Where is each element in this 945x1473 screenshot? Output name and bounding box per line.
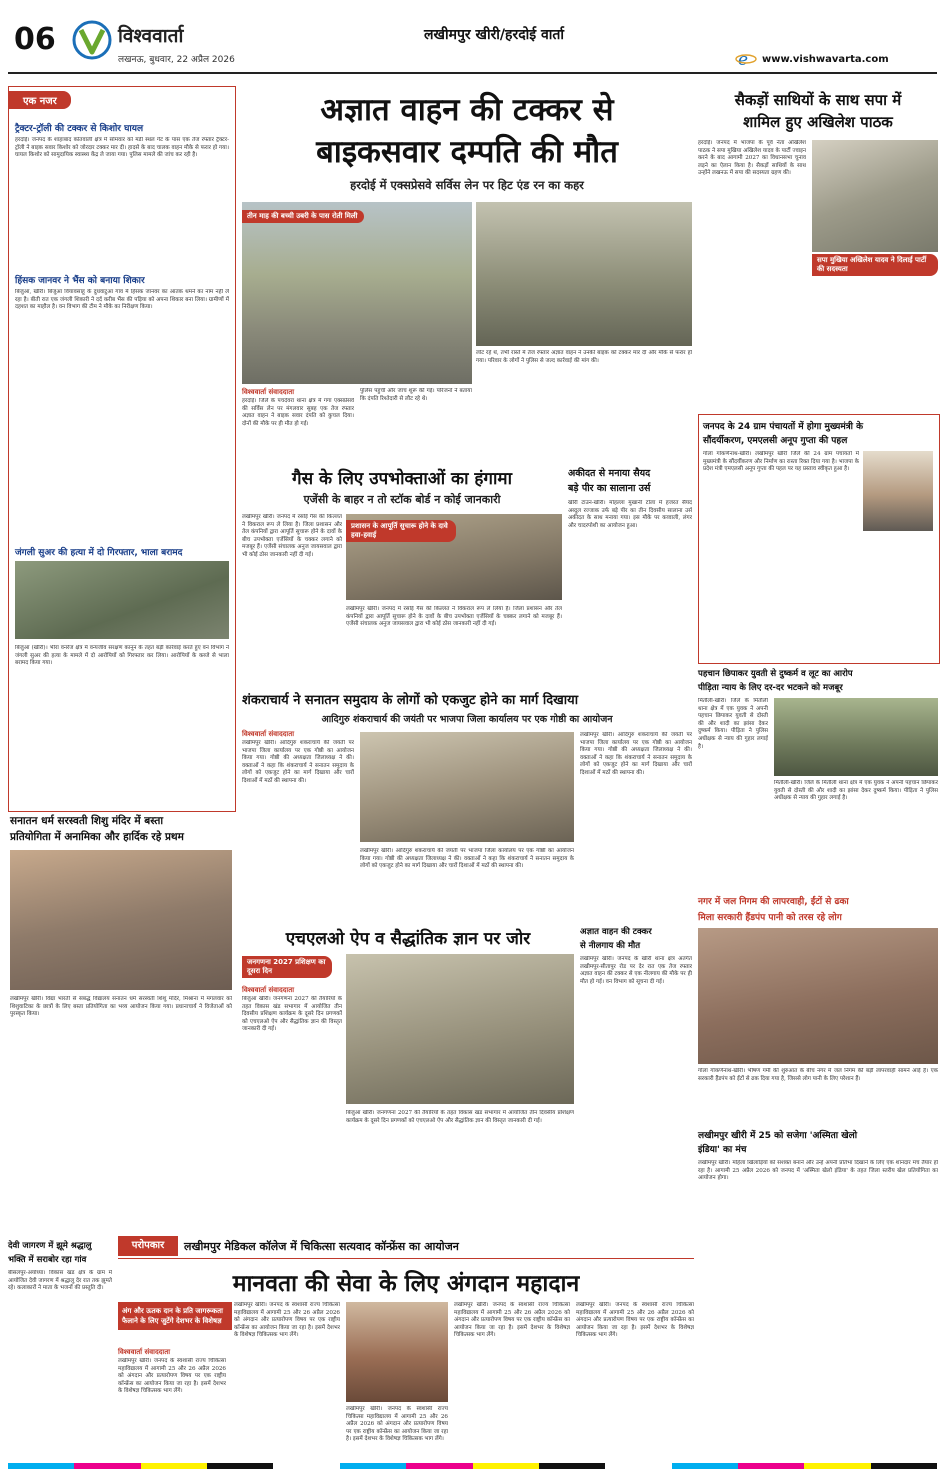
story-body: लखीमपुर खीरी। जनपद में रसोई गैस की किल्लत ने विकराल रूप ले लिया है। जिला प्रशासन और तेल कंपनियों द्वारा आपूर्ति सुचारू होने के दावों के बीच उपभोक्ता एजेंसियों के चक्कर लगाने को मजबूर हैं। एजेंसी संचालक अनुज जायसवाल द्वारा भी कोई ठोस जानकारी नहीं दी गई।: [242, 514, 342, 558]
headline: भक्ति में सराबोर रहा गांव: [8, 1255, 87, 1265]
headline: लखीमपुर खीरी में 25 को सजेगा 'अस्मिता खेलो: [698, 1131, 858, 1141]
byline: विश्ववार्ता संवाददाता: [242, 986, 295, 994]
headline: शामिल हुए अखिलेश पाठक: [743, 113, 893, 131]
story-body: हरदोई। जनपद में भाजपा के पूर्व नेता अखिलेश पाठक ने सपा मुखिया अखिलेश यादव के पार्टी ज्वाइन करने के बाद आगामी 2027 का विधानसभा चुनाव लड़ने का ऐलान किया है। सैकड़ों साथियों के साथ उन्होंने लखनऊ में सपा की सदस्यता ग्रहण की।: [698, 140, 806, 177]
akhilesh-story: [698, 86, 938, 412]
photo-caption: सपा मुखिया अखिलेश यादव ने दिलाई पार्टी की सदस्यता: [812, 254, 938, 276]
shankaracharya-story: [242, 688, 692, 920]
hlo-story: [242, 924, 574, 1230]
headline: बड़े पीर का सालाना उर्स: [568, 483, 651, 494]
page-number: 06: [14, 22, 56, 57]
headline: अकीदत से मनाया सैयद: [568, 468, 651, 479]
headline: नगर में जल निगम की लापरवाही, ईंटों से ढका: [698, 897, 849, 907]
side-caption: अंग और ऊतक दान के प्रति जागरूकता फैलाने के लिए जुटेंगे देशभर के विशेषज्ञ: [118, 1302, 232, 1330]
mlc-portrait-photo: [863, 451, 933, 531]
akhilesh-photo: [812, 140, 938, 252]
story-body: लखीमपुर खीरी। आदिगुरु शंकराचार्य की जयंती पर भाजपा जिला कार्यालय पर एक गोष्ठी का आयोजन किया गया। गोष्ठी की अध्यक्षता जिलाध्यक्ष ने की। वक्ताओं ने कहा कि शंकराचार्य ने सनातन समुदाय के लोगों को एकजुट होने का मार्ग दिखाया और चारों दिशाओं में मठों की स्थापना की।: [360, 848, 574, 870]
story-body: बीसलपुर-अयोध्या। विकास खंड क्षेत्र के ग्राम में आयोजित देवी जागरण में श्रद्धालु देर रात तक झूमते रहे। कलाकारों ने माता के भजनों की प्रस्तुति दी।: [8, 1270, 112, 1292]
paropkar-section: [118, 1236, 694, 1460]
story-body: लखीमपुर खीरी। जनपद के स्वशासी राज्य चिकित्सा महाविद्यालय में आगामी 25 और 26 अप्रैल 2026 को अंगदान और प्रत्यारोपण विषय पर एक राष्ट्रीय कॉन्फ्रेंस का आयोजन किया जा रहा है। इसमें देशभर के विशेषज्ञ चिकित्सक भाग लेंगे।: [118, 1358, 226, 1395]
globe-e-icon: [735, 50, 757, 68]
story-body: मितौली-खीरी। जिले के मितौली थाना क्षेत्र में एक युवक ने अपनी पहचान छिपाकर युवती से दोस्ती की और शादी का झांसा देकर दुष्कर्म किया। पीड़िता ने पुलिस अधीक्षक से न्याय की गुहार लगाई है।: [698, 698, 768, 750]
paropkar-label: परोपकार: [118, 1236, 178, 1256]
bjp-meeting-photo: [360, 732, 574, 842]
handpump-photo: [698, 928, 938, 1064]
dateline: लखनऊ, बुधवार, 22 अप्रैल 2026: [118, 55, 235, 65]
lead-story: [242, 86, 692, 462]
story-body: लखीमपुर खीरी। आदिगुरु शंकराचार्य की जयंती पर भाजपा जिला कार्यालय पर एक गोष्ठी का आयोजन किया गया। गोष्ठी की अध्यक्षता जिलाध्यक्ष ने की। वक्ताओं ने कहा कि शंकराचार्य ने सनातन समुदाय के लोगों को एकजुट होने का मार्ग दिखाया और चारों दिशाओं में मठों की स्थापना की।: [580, 732, 692, 776]
story-body: गोला गोकर्णनाथ-खीरी। भीषण गर्मी की शुरुआत के बीच नगर में जल निगम की बड़ी लापरवाही सामने आई है। एक सरकारी हैंडपंप को ईंटों से ढक दिया गया है, जिससे लोग पानी के लिए परेशान हैं।: [698, 1068, 938, 1082]
banner: लखीमपुर मेडिकल कॉलेज में चिकित्सा सत्यवाद कॉन्फ्रेंस का आयोजन: [184, 1240, 459, 1253]
story-body: लखीमपुर खीरी। महिला खिलाड़ियों को सशक्त बनाने और उन्हें अपनी प्रतिभा दिखाने के लिए एक शानदार मंच तैयार हो रहा है। आगामी 25 अप्रैल 2026 को जनपद में 'अस्मिता खेलो इंडिया' के तहत जिला स्तरीय खेल प्रतियोगिता का आयोजन होगा।: [698, 1160, 938, 1182]
headline: मिला सरकारी हैंडपंप पानी को तरस रहे लोग: [698, 913, 842, 923]
lead-headline: बाइकसवार दम्पति की मौत: [316, 134, 618, 170]
sayyed-story: [568, 464, 692, 684]
story-body: बिजुआ खीरी। जनगणना 2027 की तैयारियों के तहत विकास खंड सभागार में आयोजित तीन दिवसीय प्रशिक्षण कार्यक्रम के दूसरे दिन प्रगणकों को एचएलओ ऐप और सैद्धांतिक ज्ञान की विस्तृत जानकारी दी गई।: [346, 1110, 574, 1124]
subhead: आदिगुरु शंकराचार्य की जयंती पर भाजपा जिला कार्यालय पर एक गोष्ठी का आयोजन: [321, 714, 613, 725]
headline: शंकराचार्य ने सनातन समुदाय के लोगों को एकजुट होने का मार्ग दिखाया: [242, 693, 579, 708]
headline: पीड़िता न्याय के लिए दर-दर भटकने को मजबूर: [698, 683, 843, 693]
header-rule: [8, 72, 937, 74]
brand-logo-icon: [72, 20, 112, 60]
gas-story: [242, 464, 562, 684]
headline: जनपद के 24 ग्राम पंचायतों में होगा मुख्यमंत्री के: [703, 422, 864, 432]
story-body: लोट रहे थे, तभी रास्ते में तेज रफ्तार अज्ञात वाहन ने उनकी बाइक को टक्कर मार दी और मौके से फरार हो गया। परिवार के लोगों ने पुलिस से जल्द कार्रवाई की मांग की।: [476, 350, 692, 364]
story-body: बिजुआ खीरी। जनगणना 2027 की तैयारियों के तहत विकास खंड सभागार में आयोजित तीन दिवसीय प्रशिक्षण कार्यक्रम के दूसरे दिन प्रगणकों को एचएलओ ऐप और सैद्धांतिक ज्ञान की विस्तृत जानकारी दी गई।: [242, 996, 342, 1033]
byline: विश्ववार्ता संवाददाता: [242, 388, 295, 396]
story-body: बिजुआ, खीरी। बिजुआ वियावसाहू के दुधवाटुआ गांव में हिंसक जानवर का आतंक थमने का नाम नहीं ले रहा है। बीती रात एक जंगली शिकारी ने दर्द करीब भैंस की पड़िया को अपना शिकार बना लिया। ग्रामीणों में दहशत का माहौल है। वन विभाग की टीम ने मौके का निरीक्षण किया।: [15, 289, 229, 311]
headline: एचएलओ ऐप व सैद्धांतिक ज्ञान पर जोर: [285, 929, 531, 949]
photo-caption: जनगणना 2027 प्रशिक्षण का दूसरा दिन: [242, 956, 332, 978]
banner-rule: [118, 1258, 694, 1259]
headline: मानवता की सेवा के लिए अंगदान महादान: [232, 1271, 580, 1297]
headline: पहचान छिपाकर युवती से दुष्कर्म व लूट का आरोप: [698, 669, 853, 679]
forest-arrest-photo: [15, 561, 229, 639]
website-link[interactable]: www.vishwavarta.com: [762, 54, 889, 65]
story-body: लखीमपुर खीरी। जनपद के स्वशासी राज्य चिकित्सा महाविद्यालय में आगामी 25 और 26 अप्रैल 2026 को अंगदान और प्रत्यारोपण विषय पर एक राष्ट्रीय कॉन्फ्रेंस का आयोजन किया जा रहा है। इसमें देशभर के विशेषज्ञ चिकित्सक भाग लेंगे।: [454, 1302, 570, 1339]
section-title: लखीमपुर खीरी/हरदोई वार्ता: [424, 27, 565, 43]
students-photo: [10, 850, 232, 990]
story-body: लखीमपुर खीरी। जनपद में रसोई गैस की किल्लत ने विकराल रूप ले लिया है। जिला प्रशासन और तेल कंपनियों द्वारा आपूर्ति सुचारू होने के दावों के बीच उपभोक्ता एजेंसियों के चक्कर लगाने को मजबूर हैं। एजेंसी संचालक अनुज जायसवाल द्वारा भी कोई ठोस जानकारी नहीं दी गई।: [346, 606, 562, 628]
headline: सैकड़ों साथियों के साथ सपा में: [734, 91, 902, 109]
story-body: लखीमपुर खीरी। जनपद के स्वशासी राज्य चिकित्सा महाविद्यालय में आगामी 25 और 26 अप्रैल 2026 को अंगदान और प्रत्यारोपण विषय पर एक राष्ट्रीय कॉन्फ्रेंस का आयोजन किया जा रहा है। इसमें देशभर के विशेषज्ञ चिकित्सक भाग लेंगे।: [346, 1406, 448, 1443]
subhead: एजेंसी के बाहर न तो स्टॉक बोर्ड न कोई जानकारी: [303, 493, 501, 506]
lead-headline: अज्ञात वाहन की टक्कर से: [320, 92, 614, 128]
story-body: मितौली-खीरी। जिले के मितौली थाना क्षेत्र में एक युवक ने अपनी पहचान छिपाकर युवती से दोस्ती की और शादी का झांसा देकर दुष्कर्म किया। पीड़िता ने पुलिस अधीक्षक से न्याय की गुहार लगाई है।: [774, 780, 938, 802]
story-body: गोला गोकर्णनाथ-खीरी। लखीमपुर खीरी जिले की 24 ग्राम पंचायतों में मुख्यमंत्री के सौंदर्यीकरण और निर्माण का रास्ता रिक्त दिया गया है। भाजपा के प्रदेश मंत्री एमएलसी अनूप गुप्ता की पहल पर यह प्रस्ताव स्वीकृत हुआ है।: [703, 451, 859, 473]
story-title: हिंसक जानवर ने भैंस को बनाया शिकार: [15, 276, 145, 286]
accident-scene-photo: [242, 202, 472, 384]
story-body: लखीमपुर खीरी। जनपद के स्वशासी राज्य चिकित्सा महाविद्यालय में आगामी 25 और 26 अप्रैल 2026 को अंगदान और प्रत्यारोपण विषय पर एक राष्ट्रीय कॉन्फ्रेंस का आयोजन किया जा रहा है। इसमें देशभर के विशेषज्ञ चिकित्सक भाग लेंगे।: [576, 1302, 694, 1339]
devi-jagran-story: [8, 1238, 112, 1458]
ek-nazar-label: एक नजर: [9, 91, 71, 109]
story-body: लखीमपुर खीरी। विद्या भारती से संबद्ध विद्यालय सनातन धर्म सरस्वती शिशु मंदिर, मिश्राना में मंगलवार को शिशुवाटिका के छात्रों के लिए बस्ता प्रतियोगिता का भव्य आयोजन किया गया। प्रधानाचार्य ने विजेताओं को पुरस्कृत किया।: [10, 996, 232, 1018]
headline: सनातन धर्म सरस्वती शिशु मंदिर में बस्ता: [10, 815, 164, 827]
byline: विश्ववार्ता संवाददाता: [118, 1348, 171, 1356]
paper-name: विश्ववार्ता: [118, 25, 184, 47]
headline: इंडिया' का मंच: [698, 1145, 747, 1155]
headline: प्रतियोगिता में अनामिका और हार्दिक रहे प्रथम: [10, 831, 184, 843]
headline: अज्ञात वाहन की टक्कर: [580, 927, 652, 937]
victim-photo: [774, 698, 938, 776]
story-body: लखीमपुर खीरी। आदिगुरु शंकराचार्य की जयंती पर भाजपा जिला कार्यालय पर एक गोष्ठी का आयोजन किया गया। गोष्ठी की अध्यक्षता जिलाध्यक्ष ने की। वक्ताओं ने कहा कि शंकराचार्य ने सनातन समुदाय के लोगों को एकजुट होने का मार्ग दिखाया और चारों दिशाओं में मठों की स्थापना की।: [242, 740, 354, 784]
story-body: लखीमपुर खीरी। जनपद के स्वशासी राज्य चिकित्सा महाविद्यालय में आगामी 25 और 26 अप्रैल 2026 को अंगदान और प्रत्यारोपण विषय पर एक राष्ट्रीय कॉन्फ्रेंस का आयोजन किया जा रहा है। इसमें देशभर के विशेषज्ञ चिकित्सक भाग लेंगे।: [234, 1302, 340, 1339]
headline: देवी जागरण में झूमे श्रद्धालु: [8, 1241, 92, 1251]
lead-subhead: हरदोई में एक्सप्रेसवे सर्विस लेन पर हिट एंड रन का कहर: [350, 178, 584, 192]
story-body: हरदोई। जनपद के शाहाबाद कोतवाली क्षेत्र में सोमवार को मंडी स्थल गेट के पास एक तेज रफ्तार ट्रैक्टर-ट्रॉली ने बाइक सवार किशोर को जोरदार टक्कर मार दी। हादसे के बाद चालक वाहन मौके से फरार हो गया। घायल किशोर को सामुदायिक स्वास्थ्य केंद्र ले जाया गया। पुलिस मामले की जांच कर रही है।: [15, 137, 229, 159]
photo-caption: प्रशासन के आपूर्ति सुचारू होने के दावे हवा-हवाई: [346, 520, 456, 542]
headline: गैस के लिए उपभोक्ताओं का हंगामा: [292, 469, 512, 489]
story-body: हरदोई। जिले के पचदेवरा थाना क्षेत्र में गंगा एक्सप्रेसवे की सर्विस लेन पर मंगलवार सुबह एक तेज रफ्तार अज्ञात वाहन ने बाइक सवार दंपति को कुचल दिया। दोनों की मौके पर ही मौत हो गई।: [242, 398, 354, 427]
headline: से नीलगाय की मौत: [580, 941, 641, 951]
story-body: खीरी टाउन-खीरी। मोहल्ला मुखानी टोला में हजरत सैयद अब्दुल रज्जाक उर्फ बड़े पीर का तीन दिवसीय सालाना उर्स अकीदत के साथ मनाया गया। इस मौके पर कव्वाली, लंगर और चादरपोशी का आयोजन हुआ।: [568, 500, 692, 529]
svg-text:e: e: [738, 50, 749, 68]
print-color-bar: [8, 1463, 937, 1469]
handpump-story: [698, 892, 938, 1122]
panchayat-story: [698, 414, 940, 664]
story-title: ट्रैक्टर-ट्रॉली की टक्कर से किशोर घायल: [15, 124, 144, 134]
asmita-story: [698, 1126, 938, 1460]
story-body: पुलिस पहुंची और जांच शुरू की गई। परिजनों ने बताया कि दंपति रिश्तेदारी से लौट रहे थे।: [360, 388, 472, 402]
neelgai-story: [580, 924, 692, 1230]
doctor-photo: [346, 1302, 448, 1402]
photo-caption: तीन माह की बच्ची उबरी के पास रोती मिली: [242, 210, 364, 223]
shishu-mandir-story: [8, 814, 234, 1234]
census-training-photo: [346, 954, 574, 1104]
headline: सौंदर्यीकरण, एमएलसी अनूप गुप्ता की पहल: [703, 436, 848, 446]
police-photo: [476, 202, 692, 346]
byline: विश्ववार्ता संवाददाता: [242, 730, 295, 738]
page-header: [0, 0, 945, 80]
pehchan-story: [698, 666, 938, 888]
ek-nazar-box: [8, 86, 236, 812]
story-body: बिजुआ (खीरी)। भीरा वनरेंज क्षेत्र में वन्यजीव संरक्षण कानून के तहत बड़ी कार्रवाई करते हुए वन विभाग ने जंगली सुअर की हत्या के मामले में दो आरोपियों को गिरफ्तार कर लिया। आरोपियों के कब्जे से भाला बरामद किया गया।: [15, 645, 229, 667]
story-body: लखीमपुर खीरी। जनपद के खीरी थाना क्षेत्र अंतर्गत लखीमपुर-सीतापुर रोड पर देर रात एक तेज रफ्तार अज्ञात वाहन की टक्कर से एक नीलगाय की मौके पर ही मौत हो गई। वन विभाग को सूचना दी गई।: [580, 956, 692, 985]
story-title: जंगली सुअर की हत्या में दो गिरफ्तार, भाला बरामद: [15, 548, 183, 558]
